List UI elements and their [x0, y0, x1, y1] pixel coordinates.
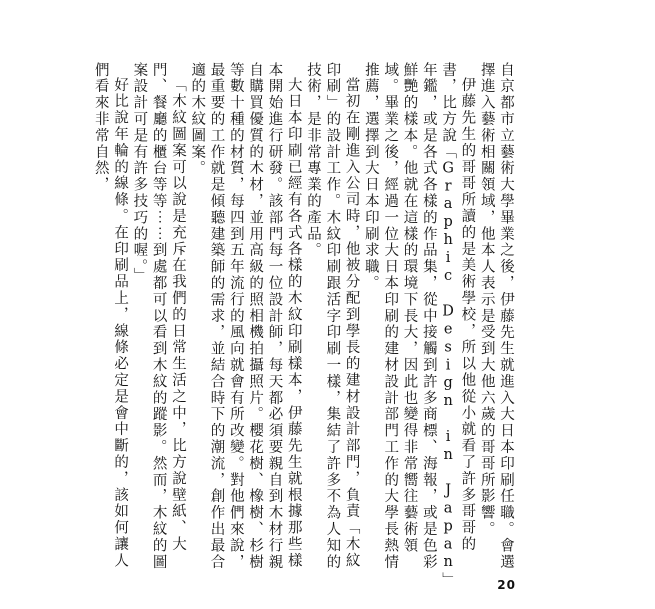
- page-number: 20: [497, 578, 516, 592]
- paragraph-4: 大日本印刷已經有各式各樣的木紋印刷樣本，伊藤先生就根據那些樣本開始進行研發。該部門每一位設計師，每天都必須要親自到木材行親自購買優質的木材，並用高級的照相機拍攝照片。櫻花樹、橡樹、杉樹等數十種的材質，每四到五年流行的風向就會有所改變。對他們來說，最重要的工作就是傾聽建築師的需求，並結合時下的潮流，創作出最合適的木紋圖案。: [189, 62, 302, 571]
- paragraph-6: 好比說年輪的線條。在印刷品上，線條必定是會中斷的，該如何讓人們看來非常自然，: [92, 62, 129, 569]
- vertical-text-body: [92, 62, 515, 582]
- paragraph-1: 自京都市立藝術大學畢業之後，伊藤先生就進入大日本印刷任職。會選擇進入藝術相關領域，他本人表示是受到大他六歲的哥哥所影響。: [478, 62, 514, 571]
- paragraph-5: 「木紋圖案可以說是充斥在我們的日常生活之中，比方說壁紙、大門、餐廳的櫃台等等⋯⋯到處都可以看到木紋的蹤影。然而，木紋的圖案設計可是有許多技巧的喔。」: [131, 62, 186, 571]
- paragraph-2: 伊藤先生的哥哥所讀的是美術學校，所以他從小就看了許多哥哥的書，比方說「Graphic Design in Japan」年鑑，或是各式各樣的作品集，從中接觸到許多商標、海報，或是色彩鮮艷的樣本。他就在這樣的環境下長大，因此也變得非常嚮往藝術領域。畢業之後，經過一位大日本印刷的建材設計部門工作的大學長熱情推薦，選擇到大日本印刷求職。: [362, 62, 476, 582]
- paragraph-3: 當初在剛進入公司時，他被分配到學長的建材設計部門，負責「木紋印刷」的設計工作。木紋印刷跟活字印刷一樣，集結了許多不為人知的技術，是非常專業的產品。: [305, 62, 360, 571]
